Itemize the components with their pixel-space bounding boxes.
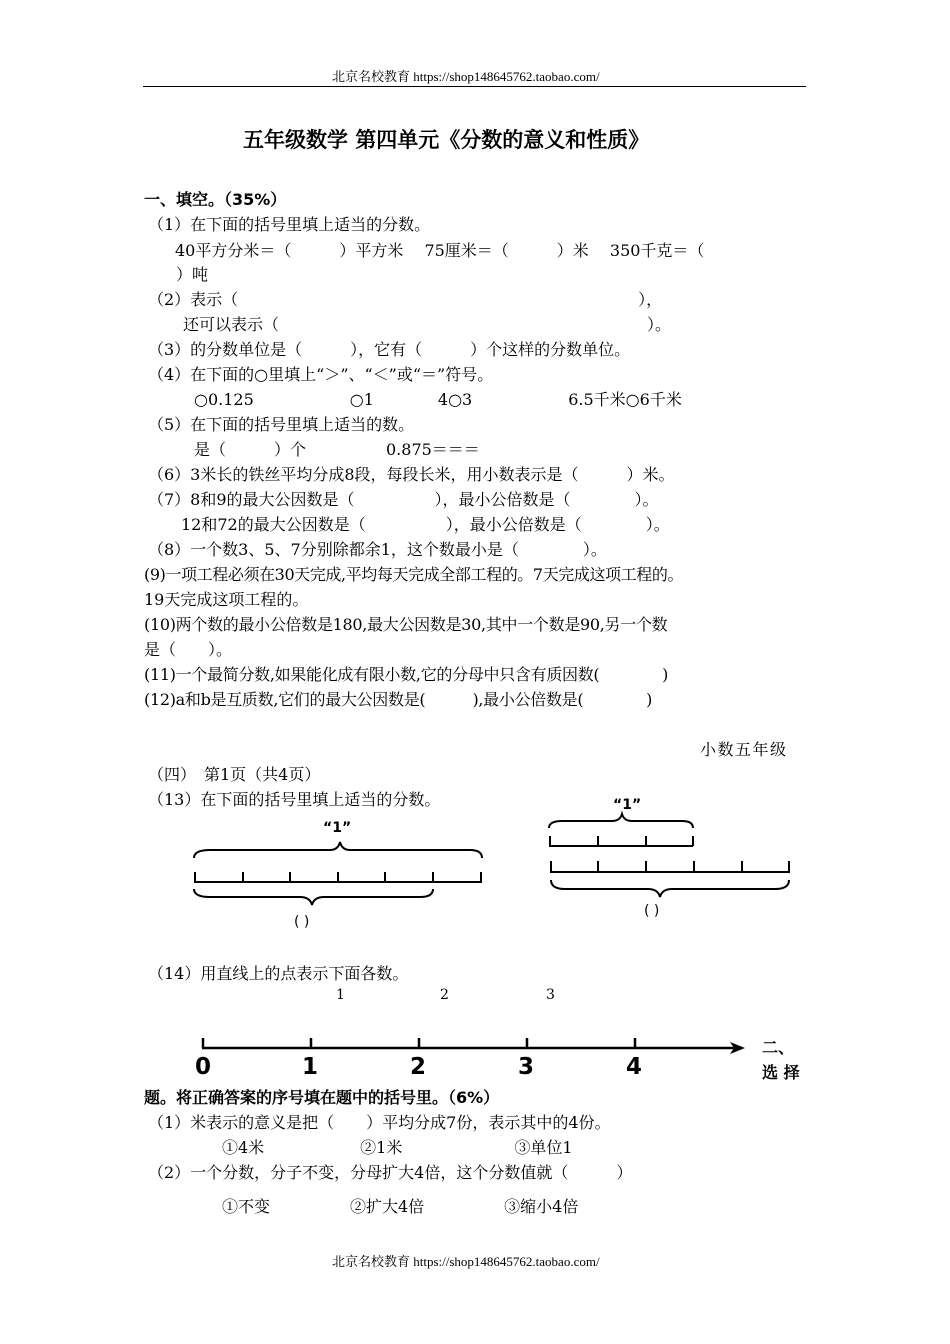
question-3: （3）的分数单位是（ ），它有（ ）个这样的分数单位。 [148,340,631,359]
question-9: (9)一项工程必须在30天完成,平均每天完成全部工程的。7天完成这项工程的。 [144,565,684,584]
left-bottom-brace [194,889,433,905]
page-number: （四） 第1页（共4页） [148,765,321,784]
page-title: 五年级数学 第四单元《分数的意义和性质》 [243,128,650,152]
section2-heading-c: 题。将正确答案的序号填在题中的括号里。（6%） [144,1088,500,1107]
right-answer-blank: ( ) [644,903,660,919]
question-1-items: 40平方分米＝（ ）平方米 75厘米＝（ ）米 350千克＝（ [175,241,705,260]
section2-heading-a: 二、 [762,1038,795,1057]
question-9-cont: 19天完成这项工程的。 [144,590,309,609]
tick-label-1: 1 [302,1054,319,1080]
tick-label-4: 4 [626,1054,643,1080]
page-header: 北京名校教育 https://shop148645762.taobao.com/ [332,69,600,84]
left-one-label: “1” [323,820,352,836]
question-13: （13）在下面的括号里填上适当的分数。 [148,790,441,809]
question-7-cont: 12和72的最大公因数是（ ），最小公倍数是（ ）。 [181,515,670,534]
left-answer-blank: ( ) [294,914,310,930]
right-one-label: “1” [613,797,642,813]
choice-question-1-options: ①4米 ②1米 ③单位1 [222,1138,573,1157]
question-10-cont: 是（ ）。 [144,640,233,659]
left-top-brace [194,842,482,858]
question-2: （2）表示（ ）， [148,290,663,309]
choice-question-2-options: ①不变 ②扩大4倍 ③缩小4倍 [222,1197,579,1216]
page-footer: 北京名校教育 https://shop148645762.taobao.com/ [332,1254,600,1269]
question-7: （7）8和9的最大公因数是（ ），最小公倍数是（ ）。 [148,490,659,509]
choice-question-2: （2）一个分数，分子不变，分母扩大4倍，这个分数值就（ ） [148,1163,633,1182]
number-line [190,1025,760,1080]
q14-number-2: 2 [440,987,449,1003]
question-4: （4）在下面的○里填上“＞”、“＜”或“＝”符号。 [148,365,494,384]
question-11: (11)一个最简分数,如果能化成有限小数,它的分母中只含有质因数( ) [144,665,669,684]
tick-label-3: 3 [518,1054,535,1080]
question-8: （8）一个数3、5、7分别除都余1，这个数最小是（ ）。 [148,540,607,559]
section-heading-fill-in: 一、填空。（35%） [144,190,287,209]
question-2-cont: 还可以表示（ ）。 [183,315,672,334]
tick-label-0: 0 [195,1054,212,1080]
question-1-items-cont: ）吨 [176,265,209,284]
question-6: （6）3米长的铁丝平均分成8段，每段长米，用小数表示是（ ）米。 [148,465,675,484]
right-top-brace [549,814,693,828]
tick-label-2: 2 [410,1054,427,1080]
q14-number-3: 3 [546,987,555,1003]
question-5: （5）在下面的括号里填上适当的数。 [148,415,415,434]
question-12: (12)a和b是互质数,它们的最大公因数是( ),最小公倍数是( ) [144,690,653,709]
right-segment-diagram [549,814,790,897]
question-14: （14）用直线上的点表示下面各数。 [148,964,409,983]
right-bottom-brace [551,880,789,897]
question-5-items: 是（ ）个 0.875＝＝＝ [194,440,480,459]
question-10: (10)两个数的最小公倍数是180,最大公因数是30,其中一个数是90,另一个数 [144,615,668,634]
q14-number-1: 1 [336,987,345,1003]
choice-question-1: （1）米表示的意义是把（ ）平均分成7份，表示其中的4份。 [148,1113,611,1132]
question-4-items: ○0.125 ○1 4○3 6.5千米○6千米 [194,390,682,409]
left-segment-diagram [194,842,482,905]
question-1: （1）在下面的括号里填上适当的分数。 [148,215,431,234]
grade-label: 小数五年级 [700,740,788,759]
section2-heading-b: 选 择 [762,1063,800,1082]
